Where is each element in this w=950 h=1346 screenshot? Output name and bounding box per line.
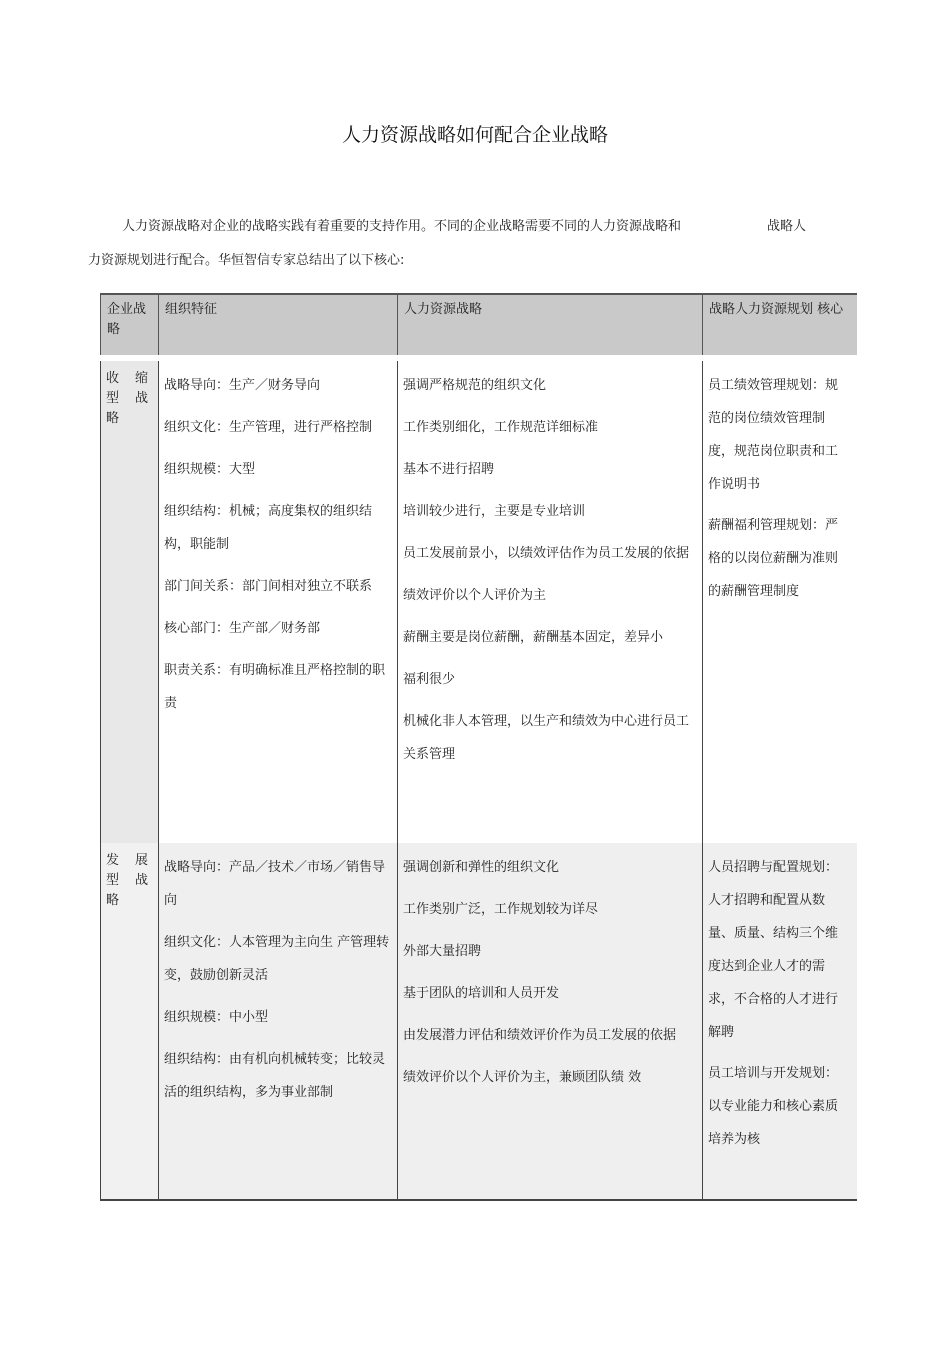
list-item: 培训较少进行，主要是专业培训: [403, 504, 586, 519]
list-item: 基本不进行招聘: [403, 462, 495, 477]
list-item: 机械化非人本管理，以生产和绩效为中心进行员工关系管理: [403, 714, 690, 762]
strategy-char: 战: [134, 873, 148, 888]
list-item: 部门间关系：部门间相对独立不联系: [164, 579, 373, 594]
intro-line-2: 力资源规划进行配合。华恒智信专家总结出了以下核心:: [88, 253, 405, 268]
intro-line-1: [88, 210, 858, 244]
list-item: 组织文化：生产管理，进行严格控制: [164, 420, 373, 435]
list-item: 战略导向：产品／技术／市场／销售导向: [164, 860, 386, 908]
list-item: 职责关系：有明确标准且严格控制的职责: [164, 663, 386, 711]
list-item: 外部大量招聘: [403, 944, 482, 959]
intro-paragraph: [88, 210, 858, 278]
org-features-cell: [159, 843, 398, 1200]
strategy-char: 型: [106, 391, 120, 406]
header-org-features: 组织特征: [159, 294, 398, 358]
strategy-name-cell: [101, 843, 159, 1200]
strategy-char: 略: [106, 893, 120, 908]
list-item: 员工发展前景小，以绩效评估作为员工发展的依据: [403, 546, 690, 561]
list-item: 核心部门：生产部／财务部: [164, 621, 321, 636]
hr-strategy-cell: [398, 358, 703, 843]
strategy-char: 收: [106, 371, 120, 386]
table-row: [101, 358, 857, 843]
list-item: 员工绩效管理规划：规范的岗位绩效管理制度，规范岗位职责和工作说明书: [708, 378, 839, 492]
page-title: 人力资源战略如何配合企业战略: [341, 124, 608, 146]
list-item: 工作类别细化，工作规范详细标准: [403, 420, 599, 435]
list-item: 绩效评价以个人评价为主，兼顾团队绩 效: [403, 1070, 642, 1085]
list-item: 战略导向：生产／财务导向: [164, 378, 321, 393]
strategy-table: [100, 293, 857, 1201]
list-item: 工作类别广泛，工作规划较为详尽: [403, 902, 599, 917]
list-item: 福利很少: [403, 672, 456, 687]
strategy-char: 发: [106, 853, 120, 868]
table-header-row: [101, 294, 857, 358]
org-features-cell: [159, 358, 398, 843]
list-item: 薪酬主要是岗位薪酬，薪酬基本固定，差异小: [403, 630, 664, 645]
planning-core-cell: [703, 843, 857, 1200]
hr-strategy-cell: [398, 843, 703, 1200]
strategy-char: 略: [106, 411, 120, 426]
list-item: 组织规模：中小型: [164, 1010, 269, 1025]
intro-line-1-tail: 战略人: [767, 219, 807, 234]
strategy-char: 缩: [134, 371, 148, 386]
list-item: 员工培训与开发规划：以专业能力和核心素质培养为核: [708, 1066, 839, 1147]
list-item: 绩效评价以个人评价为主: [403, 588, 547, 603]
planning-core-cell: [703, 358, 857, 843]
list-item: 组织规模：大型: [164, 462, 256, 477]
strategy-char: 展: [134, 853, 148, 868]
list-item: 组织文化：人本管理为主向生 产管理转变，鼓励创新灵活: [164, 935, 390, 983]
strategy-char: 型: [106, 873, 120, 888]
strategy-name-cell: [101, 358, 159, 843]
table-row: [101, 843, 857, 1200]
header-strategy: 企业战略: [101, 294, 159, 358]
list-item: 薪酬福利管理规划：严格的以岗位薪酬为准则的薪酬管理制度: [708, 518, 839, 599]
list-item: 由发展潜力评估和绩效评价作为员工发展的依据: [403, 1028, 677, 1043]
list-item: 强调创新和弹性的组织文化: [403, 860, 560, 875]
list-item: 组织结构：机械；高度集权的组织结构，职能制: [164, 504, 373, 552]
intro-line-1-text: 人力资源战略对企业的战略实践有着重要的支持作用。不同的企业战略需要不同的人力资源战略和: [122, 219, 682, 234]
list-item: 组织结构：由有机向机械转变；比较灵活的组织结构，多为事业部制: [164, 1052, 386, 1100]
header-planning-core: 战略人力资源规划 核心: [703, 294, 857, 358]
list-item: 基于团队的培训和人员开发: [403, 986, 560, 1001]
header-hr-strategy: 人力资源战略: [398, 294, 703, 358]
list-item: 人员招聘与配置规划：人才招聘和配置从数量、质量、结构三个维度达到企业人才的需求，不合格的人才进行解聘: [708, 860, 839, 1040]
strategy-char: 战: [134, 391, 148, 406]
list-item: 强调严格规范的组织文化: [403, 378, 547, 393]
